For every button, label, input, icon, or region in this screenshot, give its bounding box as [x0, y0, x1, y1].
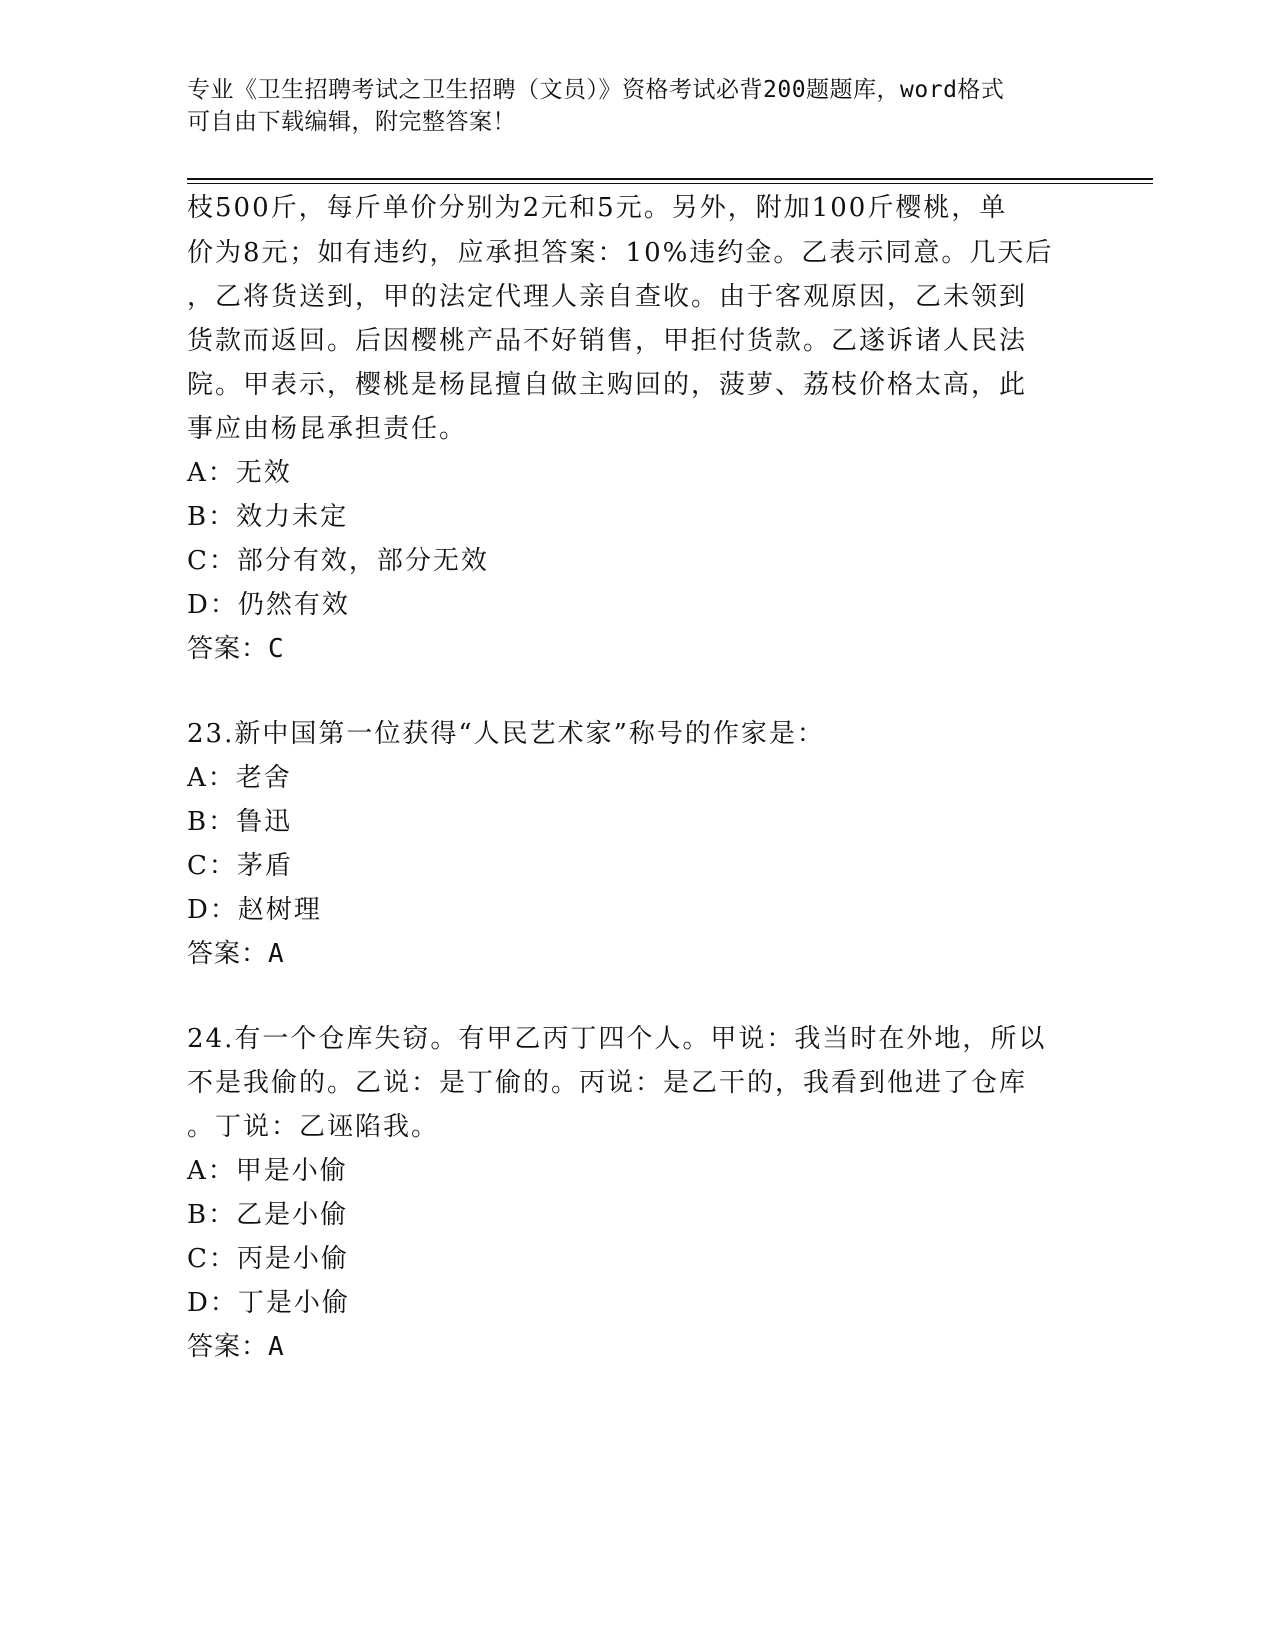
answer-label: 答案：	[187, 939, 269, 969]
answer-label: 答案：	[187, 1332, 269, 1362]
question-stem-line: 枝500斤，每斤单价分别为2元和5元。另外，附加100斤樱桃，单	[187, 193, 1008, 223]
option-c: C：丙是小偷	[187, 1244, 349, 1274]
question-stem-line: 货款而返回。后因樱桃产品不好销售，甲拒付货款。乙遂诉诸人民法	[187, 326, 1028, 356]
answer-value: C	[268, 634, 285, 664]
question-stem-line: 事应由杨昆承担责任。	[187, 414, 468, 444]
answer-value: A	[268, 1332, 285, 1362]
option-c: C：茅盾	[187, 851, 293, 881]
question-stem-line: 24.有一个仓库失窃。有甲乙丙丁四个人。甲说：我当时在外地，所以	[187, 1024, 1047, 1054]
question-stem-line: ，乙将货送到，甲的法定代理人亲自查收。由于客观原因，乙未领到	[187, 282, 1028, 312]
option-b: B：鲁迅	[187, 807, 293, 837]
question-stem-line: 院。甲表示，樱桃是杨昆擅自做主购回的，菠萝、荔枝价格太高，此	[187, 370, 1028, 400]
answer-line	[187, 937, 285, 971]
option-d: D：丁是小偷	[187, 1288, 350, 1318]
answer-value: A	[268, 939, 285, 969]
question-stem-line: 价为8元；如有违约，应承担答案：10%违约金。乙表示同意。几天后	[187, 238, 1054, 268]
header-title-line-1: 专业《卫生招聘考试之卫生招聘（文员）》资格考试必背200题题库，word格式	[187, 77, 1005, 103]
option-a: A：无效	[187, 458, 292, 488]
option-b: B：效力未定	[187, 502, 349, 532]
answer-line	[187, 1330, 285, 1364]
option-a: A：老舍	[187, 763, 292, 793]
question-stem-line: 不是我偷的。乙说：是丁偷的。丙说：是乙干的，我看到他进了仓库	[187, 1068, 1028, 1098]
answer-line	[187, 632, 285, 666]
document-header	[187, 74, 1087, 138]
option-a: A：甲是小偷	[187, 1156, 348, 1186]
option-d: D：赵树理	[187, 895, 322, 925]
option-b: B：乙是小偷	[187, 1200, 349, 1230]
question-stem-line: 23.新中国第一位获得“人民艺术家”称号的作家是：	[187, 719, 825, 749]
header-rule-thin	[187, 183, 1153, 184]
question-stem-line: 。丁说：乙诬陷我。	[187, 1112, 440, 1142]
header-rule-thick	[187, 178, 1153, 180]
option-d: D：仍然有效	[187, 590, 350, 620]
option-c: C：部分有效，部分无效	[187, 546, 489, 576]
header-title-line-2: 可自由下载编辑，附完整答案！	[187, 109, 516, 135]
answer-label: 答案：	[187, 634, 269, 664]
